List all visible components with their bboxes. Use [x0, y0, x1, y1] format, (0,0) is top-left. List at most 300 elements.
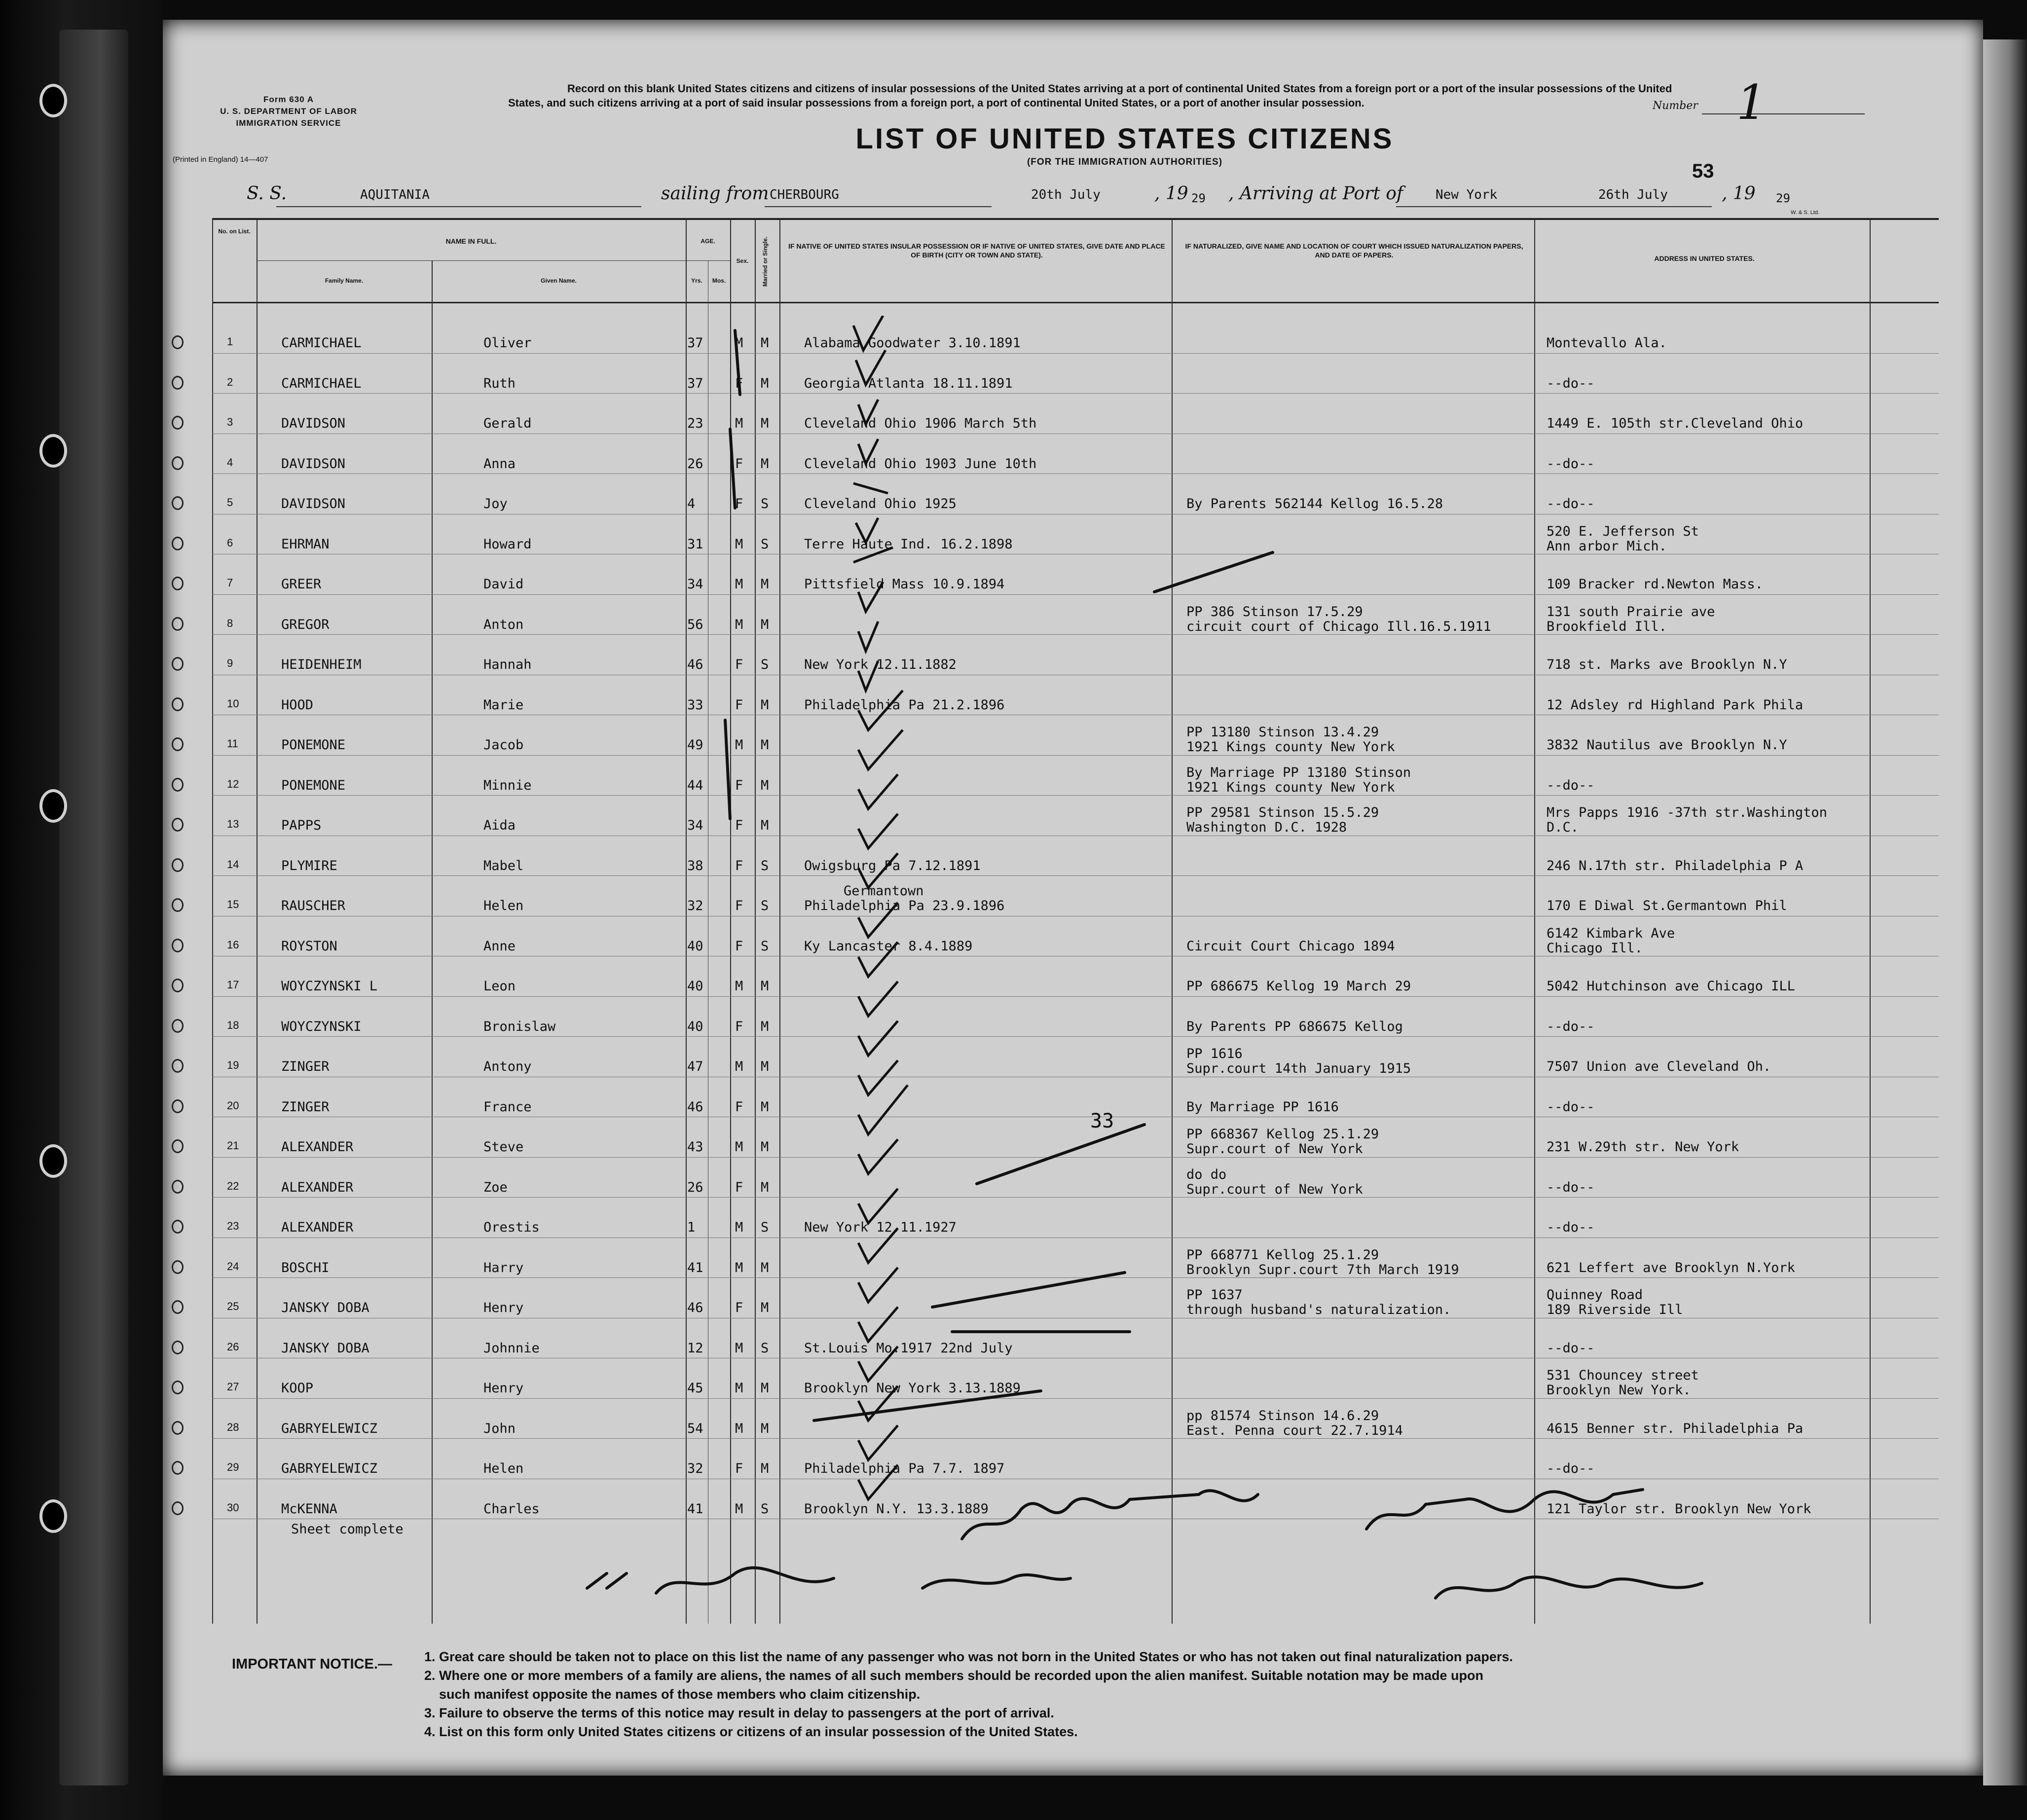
row-number: 25 [227, 1300, 239, 1312]
family-name: DAVIDSON [281, 416, 346, 431]
birth-place-date: Philadelphia Pa 21.2.1896 [804, 697, 1005, 713]
row-number: 9 [227, 657, 233, 669]
family-name: ROYSTON [281, 938, 337, 954]
col-header-no: No. on List. [218, 228, 251, 235]
family-name: PONEMONE [281, 737, 346, 753]
family-name: ALEXANDER [281, 1179, 354, 1195]
col-header-married: Married or Single. [762, 236, 769, 287]
col-header-family: Family Name. [325, 277, 364, 284]
given-name: Leon [483, 979, 516, 994]
us-address: 520 E. Jefferson St [1547, 523, 1699, 539]
sex: F [735, 456, 743, 472]
marital-status: M [761, 1461, 769, 1476]
given-name: Ruth [483, 375, 516, 391]
sex: F [735, 1461, 743, 1476]
age-years: 33 [687, 697, 703, 713]
age-years: 26 [687, 456, 703, 472]
family-name: GABRYELEWICZ [281, 1461, 378, 1476]
row-number: 13 [227, 818, 239, 830]
marital-status: M [761, 1381, 769, 1396]
naturalization: By Parents 562144 Kellog 16.5.28 [1186, 496, 1443, 511]
age-years: 56 [687, 617, 703, 632]
birth-place-date: Owigsburg Pa 7.12.1891 [804, 858, 981, 874]
marital-status: M [761, 697, 769, 713]
row-number: 29 [227, 1461, 239, 1473]
stacked-pages-edge [1983, 39, 2027, 1785]
family-name: RAUSCHER [281, 898, 346, 913]
given-name: Howard [483, 536, 532, 552]
given-name: Gerald [483, 416, 532, 431]
arriving-label: , Arriving at Port of [1228, 183, 1403, 204]
row-number: 17 [227, 979, 239, 991]
age-years: 31 [687, 536, 703, 552]
family-name: ZINGER [281, 1059, 330, 1074]
marital-status: S [761, 1220, 769, 1235]
marital-status: M [761, 456, 769, 472]
naturalization: PP 1616 [1186, 1046, 1243, 1061]
marital-status: M [761, 979, 769, 994]
given-name: Aida [483, 818, 516, 833]
family-name: PONEMONE [281, 777, 346, 793]
age-years: 32 [687, 898, 703, 913]
col-header-given: Given Name. [541, 277, 577, 284]
birth-place-date: Philadelphia Pa 23.9.1896 [804, 898, 1005, 913]
naturalization-court: Supr.court of New York [1186, 1141, 1363, 1157]
row-number: 27 [227, 1381, 239, 1393]
marital-status: S [761, 536, 769, 552]
us-address-line2: 189 Riverside Ill [1547, 1302, 1683, 1317]
notice-heading: IMPORTANT NOTICE.— [232, 1656, 392, 1672]
row-number: 6 [227, 536, 233, 549]
year2-prefix: , 19 [1722, 183, 1756, 204]
row-number: 23 [227, 1220, 239, 1232]
age-years: 46 [687, 657, 703, 672]
naturalization: pp 81574 Stinson 14.6.29 [1186, 1408, 1379, 1423]
us-address: Quinney Road [1547, 1287, 1643, 1303]
sex: M [735, 1420, 743, 1436]
age-years: 54 [687, 1420, 703, 1436]
sex: M [735, 1501, 743, 1517]
naturalization: do do [1186, 1166, 1227, 1182]
given-name: Bronislaw [483, 1019, 556, 1034]
naturalization-court: 1921 Kings county New York [1186, 779, 1395, 795]
age-years: 40 [687, 1019, 703, 1034]
row-number: 16 [227, 938, 239, 951]
family-name: EHRMAN [281, 536, 330, 552]
age-years: 41 [687, 1260, 703, 1275]
us-address: --do-- [1547, 1099, 1595, 1115]
us-address: --do-- [1547, 1220, 1595, 1235]
row-number: 5 [227, 496, 233, 509]
family-name: HOOD [281, 697, 314, 713]
us-address: --do-- [1547, 1019, 1595, 1034]
form-number: Form 630 A [263, 95, 314, 104]
family-name: BOSCHI [281, 1260, 330, 1275]
row-number: 8 [227, 617, 233, 629]
age-years: 37 [687, 335, 703, 351]
us-address-line2: D.C. [1547, 820, 1579, 835]
notice-item-1: 1. Great care should be taken not to place on this list the name of any passenger who was not born in the United States or who has not taken out final naturalization papers. [424, 1649, 1513, 1664]
age-years: 46 [687, 1300, 703, 1315]
family-name: JANSKY DOBA [281, 1340, 369, 1356]
col-header-birth: IF NATIVE OF UNITED STATES INSULAR POSSESSION OR IF NATIVE OF UNITED STATES, GIVE DATE AND PLACE OF BIRTH (CITY OR TOWN AND STATE). [788, 242, 1165, 259]
naturalization: By Marriage PP 13180 Stinson [1186, 764, 1411, 780]
marital-status: M [761, 416, 769, 431]
printer-note: W. & S. Ltd. [1791, 210, 1820, 216]
us-address: 718 st. Marks ave Brooklyn N.Y [1547, 657, 1787, 672]
arrival-port: New York [1436, 187, 1498, 202]
birth-place-date: Philadelphia Pa 7.7. 1897 [804, 1461, 1005, 1476]
notice-item-2: 2. Where one or more members of a family are aliens, the names of all such members should be recorded upon the alien manifest. Suitable notation may be made upon [424, 1668, 1484, 1683]
col-header-mos: Mos. [712, 277, 726, 284]
naturalization: PP 13180 Stinson 13.4.29 [1186, 725, 1379, 740]
col-header-yrs: Yrs. [691, 277, 702, 284]
naturalization: PP 29581 Stinson 15.5.29 [1186, 805, 1379, 820]
naturalization-court: East. Penna court 22.7.1914 [1186, 1422, 1403, 1438]
given-name: Anton [483, 617, 524, 632]
sex: M [735, 1139, 743, 1155]
marital-status: M [761, 1260, 769, 1275]
us-address: 3832 Nautilus ave Brooklyn N.Y [1547, 737, 1787, 753]
marital-status: S [761, 938, 769, 954]
us-address: --do-- [1547, 496, 1595, 511]
marital-status: S [761, 1340, 769, 1356]
sex: F [735, 1099, 743, 1115]
notice-item-4: 4. List on this form only United States citizens or citizens of an insular possession of the United States. [424, 1724, 1078, 1739]
age-years: 44 [687, 777, 703, 793]
sex: F [735, 777, 743, 793]
age-years: 4 [687, 496, 696, 511]
given-name: Helen [483, 898, 524, 913]
row-number: 19 [227, 1059, 239, 1071]
marital-status: S [761, 898, 769, 913]
us-address: 621 Leffert ave Brooklyn N.York [1547, 1260, 1795, 1275]
family-name: DAVIDSON [281, 496, 346, 511]
birth-place-note: Germantown [844, 883, 924, 899]
us-address: 109 Bracker rd.Newton Mass. [1547, 577, 1763, 592]
punch-hole [39, 434, 67, 468]
sailing-port: CHERBOURG [770, 187, 839, 202]
page-title: LIST OF UNITED STATES CITIZENS [855, 123, 1394, 155]
family-name: GREER [281, 577, 322, 592]
marital-status: S [761, 496, 769, 511]
sex: F [735, 1019, 743, 1034]
birth-place-date: New York 12.11.1927 [804, 1220, 957, 1235]
notice-item-3: 3. Failure to observe the terms of this notice may result in delay to passengers at the port of arrival. [424, 1706, 1054, 1720]
marital-status: M [761, 1099, 769, 1115]
birth-place-date: Georgia Atlanta 18.11.1891 [804, 375, 1013, 391]
handwriting-overlay [163, 20, 1983, 1776]
age-years: 26 [687, 1179, 703, 1195]
us-address: Montevallo Ala. [1547, 335, 1667, 351]
marital-status: M [761, 737, 769, 753]
naturalization: Circuit Court Chicago 1894 [1186, 938, 1395, 954]
age-years: 23 [687, 416, 703, 431]
service-label: IMMIGRATION SERVICE [236, 118, 341, 128]
given-name: Joy [483, 496, 508, 511]
sex: M [735, 1220, 743, 1235]
birth-place-date: Terre Haute Ind. 16.2.1898 [804, 536, 1013, 552]
row-number: 30 [227, 1501, 239, 1514]
list-number: 1 [1736, 75, 1767, 130]
us-address: 231 W.29th str. New York [1547, 1139, 1739, 1155]
us-address-line2: Ann arbor Mich. [1547, 538, 1667, 554]
punch-hole [39, 1499, 67, 1533]
marital-status: S [761, 1501, 769, 1517]
year2-suffix: 29 [1776, 191, 1790, 205]
given-name: Oliver [483, 335, 532, 351]
birth-place-date: Ky Lancaster 8.4.1889 [804, 938, 973, 954]
punch-hole [39, 789, 67, 823]
family-name: CARMICHAEL [281, 375, 362, 391]
marital-status: M [761, 1059, 769, 1074]
age-years: 45 [687, 1381, 703, 1396]
sex: M [735, 536, 743, 552]
marital-status: S [761, 858, 769, 874]
sailing-label: sailing from [661, 183, 769, 204]
punch-hole [39, 84, 67, 117]
intro-text: Record on this blank United States citizens and citizens of insular possessions of the United States arriving at a port of continental United States from a foreign port or a port of the insular possessions of the United States, and such citizens arriving at a port of said insular possessions from a foreign port, a port of continental United States, or a port of another insular possession. [508, 82, 1672, 109]
row-number: 14 [227, 858, 239, 871]
col-header-sex: Sex. [736, 257, 749, 264]
naturalization-court: circuit court of Chicago Ill.16.5.1911 [1186, 619, 1491, 634]
family-name: GREGOR [281, 617, 330, 632]
family-name: PLYMIRE [281, 858, 337, 874]
marital-status: M [761, 1139, 769, 1155]
given-name: Johnnie [483, 1340, 540, 1356]
us-address-line2: Brookfield Ill. [1547, 619, 1667, 634]
marital-status: M [761, 617, 769, 632]
row-number: 10 [227, 697, 239, 710]
manifest-sheet [163, 20, 1983, 1776]
marital-status: M [761, 818, 769, 833]
sex: F [735, 858, 743, 874]
given-name: Minnie [483, 777, 532, 793]
birth-place-date: New York 12.11.1882 [804, 657, 957, 672]
naturalization-court: through husband's naturalization. [1186, 1302, 1451, 1317]
given-name: Anne [483, 938, 516, 954]
ss-label: S. S. [247, 183, 287, 204]
given-name: France [483, 1099, 532, 1115]
given-name: Marie [483, 697, 524, 713]
family-name: GABRYELEWICZ [281, 1420, 378, 1436]
family-name: ALEXANDER [281, 1220, 354, 1235]
marital-status: M [761, 777, 769, 793]
year-suffix: 29 [1191, 191, 1206, 205]
row-number: 12 [227, 777, 239, 790]
age-years: 40 [687, 979, 703, 994]
sex: F [735, 1300, 743, 1315]
punch-hole [39, 1144, 67, 1178]
arrival-date: 26th July [1598, 187, 1668, 202]
department-label: U. S. DEPARTMENT OF LABOR [220, 107, 357, 116]
birth-place-date: Brooklyn N.Y. 13.3.1889 [804, 1501, 989, 1517]
printed-note: (Printed in England) 14—407 [173, 155, 268, 164]
us-address: 121 Taylor str. Brooklyn New York [1547, 1501, 1811, 1517]
age-years: 46 [687, 1099, 703, 1115]
family-name: WOYCZYNSKI L [281, 979, 378, 994]
age-years: 49 [687, 737, 703, 753]
given-name: Henry [483, 1381, 524, 1396]
sex: M [735, 617, 743, 632]
given-name: Steve [483, 1139, 524, 1155]
naturalization-court: Washington D.C. 1928 [1186, 820, 1347, 835]
row-number: 21 [227, 1139, 239, 1152]
sex: M [735, 979, 743, 994]
family-name: HEIDENHEIM [281, 657, 362, 672]
row-number: 7 [227, 577, 233, 589]
us-address: 131 south Prairie ave [1547, 604, 1715, 619]
us-address: 1449 E. 105th str.Cleveland Ohio [1547, 416, 1804, 431]
birth-place-date: Cleveland Ohio 1925 [804, 496, 957, 511]
marital-status: M [761, 577, 769, 592]
us-address: --do-- [1547, 375, 1595, 391]
sex: F [735, 697, 743, 713]
given-name: Charles [483, 1501, 540, 1517]
us-address: --do-- [1547, 456, 1595, 472]
page-edge-strip [59, 30, 128, 1785]
row-number: 4 [227, 456, 233, 469]
given-name: Zoe [483, 1179, 508, 1195]
family-name: PAPPS [281, 818, 322, 833]
given-name: David [483, 577, 524, 592]
sex: F [735, 818, 743, 833]
given-name: Henry [483, 1300, 524, 1315]
sex: M [735, 1340, 743, 1356]
given-name: Anna [483, 456, 516, 472]
row-number: 11 [227, 737, 238, 750]
stamp-number: 33 [1090, 1110, 1114, 1132]
row-number: 3 [227, 416, 233, 428]
marital-status: M [761, 375, 769, 391]
us-address: 531 Chouncey street [1547, 1368, 1699, 1383]
sex: M [735, 1260, 743, 1275]
age-years: 34 [687, 577, 703, 592]
birth-place-date: St.Louis Mo.1917 22nd July [804, 1340, 1013, 1356]
naturalization-court: 1921 Kings county New York [1186, 739, 1395, 755]
row-number: 2 [227, 375, 233, 388]
marital-status: M [761, 1019, 769, 1034]
marital-status: M [761, 335, 769, 351]
naturalization-court: Supr.court of New York [1186, 1181, 1363, 1197]
family-name: WOYCZYNSKI [281, 1019, 362, 1034]
us-address: --do-- [1547, 777, 1595, 793]
notice-item-2-cont: such manifest opposite the names of those members who claim citizenship. [439, 1687, 921, 1702]
birth-place-date: Brooklyn New York 3.13.1889 [804, 1381, 1021, 1396]
marital-status: M [761, 1179, 769, 1195]
us-address: --do-- [1547, 1340, 1595, 1356]
marital-status: M [761, 1300, 769, 1315]
naturalization: PP 668367 Kellog 25.1.29 [1186, 1127, 1379, 1142]
marital-status: S [761, 657, 769, 672]
naturalization-court: Supr.court 14th January 1915 [1186, 1061, 1411, 1076]
us-address: 170 E Diwal St.Germantown Phil [1547, 898, 1787, 913]
sex: M [735, 1059, 743, 1074]
age-years: 43 [687, 1139, 703, 1155]
age-years: 32 [687, 1461, 703, 1476]
row-number: 24 [227, 1260, 239, 1273]
birth-place-date: Alabama Goodwater 3.10.1891 [804, 335, 1021, 351]
family-name: McKENNA [281, 1501, 337, 1517]
given-name: Orestis [483, 1220, 540, 1235]
row-number: 26 [227, 1340, 239, 1353]
family-name: CARMICHAEL [281, 335, 362, 351]
given-name: John [483, 1420, 516, 1436]
row-number: 22 [227, 1179, 239, 1192]
age-years: 12 [687, 1340, 703, 1356]
age-years: 34 [687, 818, 703, 833]
naturalization-court: Brooklyn Supr.court 7th March 1919 [1186, 1262, 1459, 1277]
col-header-name: NAME IN FULL. [445, 237, 497, 245]
us-address: 246 N.17th str. Philadelphia P A [1547, 858, 1804, 874]
sex: F [735, 657, 743, 672]
sex: M [735, 577, 743, 592]
sex: F [735, 938, 743, 954]
given-name: Jacob [483, 737, 524, 753]
us-address: Mrs Papps 1916 -37th str.Washington [1547, 805, 1827, 820]
naturalization: By Parents PP 686675 Kellog [1186, 1019, 1403, 1034]
sex: F [735, 898, 743, 913]
birth-place-date: Cleveland Ohio 1903 June 10th [804, 456, 1037, 472]
family-name: ZINGER [281, 1099, 330, 1115]
age-years: 38 [687, 858, 703, 874]
us-address-line2: Chicago Ill. [1547, 940, 1643, 956]
birth-place-date: Cleveland Ohio 1906 March 5th [804, 416, 1037, 431]
age-years: 40 [687, 938, 703, 954]
col-header-naturalized: IF NATURALIZED, GIVE NAME AND LOCATION OF COURT WHICH ISSUED NATURALIZATION PAPERS, AND DATE OF PAPERS. [1185, 242, 1523, 259]
row-number: 18 [227, 1019, 239, 1031]
family-name: DAVIDSON [281, 456, 346, 472]
page-number: 53 [1692, 160, 1714, 182]
row-number: 1 [227, 335, 233, 348]
given-name: Harry [483, 1260, 524, 1275]
us-address: 12 Adsley rd Highland Park Phila [1547, 697, 1804, 713]
naturalization: By Marriage PP 1616 [1186, 1099, 1339, 1115]
us-address: 7507 Union ave Cleveland Oh. [1547, 1059, 1771, 1074]
page-subtitle: (FOR THE IMMIGRATION AUTHORITIES) [1027, 157, 1223, 167]
naturalization: PP 1637 [1186, 1287, 1243, 1303]
sex: M [735, 335, 743, 351]
us-address: --do-- [1547, 1179, 1595, 1195]
given-name: Hannah [483, 657, 532, 672]
us-address-line2: Brooklyn New York. [1547, 1383, 1691, 1398]
row-number: 15 [227, 898, 239, 910]
sheet-complete-note: Sheet complete [291, 1522, 404, 1537]
marital-status: M [761, 1420, 769, 1436]
year-prefix: , 19 [1154, 183, 1188, 204]
family-name: KOOP [281, 1381, 314, 1396]
col-header-age: AGE. [700, 238, 715, 245]
family-name: JANSKY DOBA [281, 1300, 369, 1315]
family-name: ALEXANDER [281, 1139, 354, 1155]
row-number: 28 [227, 1420, 239, 1433]
given-name: Antony [483, 1059, 532, 1074]
col-header-address: ADDRESS IN UNITED STATES. [1654, 255, 1755, 262]
number-label: Number [1653, 100, 1698, 112]
age-years: 41 [687, 1501, 703, 1517]
naturalization: PP 668771 Kellog 25.1.29 [1186, 1247, 1379, 1263]
age-years: 1 [687, 1220, 696, 1235]
depart-date: 20th July [1031, 187, 1101, 202]
us-address: 5042 Hutchinson ave Chicago ILL [1547, 979, 1795, 994]
sex: F [735, 375, 743, 391]
sex: M [735, 416, 743, 431]
naturalization: PP 686675 Kellog 19 March 29 [1186, 979, 1411, 994]
us-address: --do-- [1547, 1461, 1595, 1476]
row-number: 20 [227, 1099, 239, 1112]
age-years: 47 [687, 1059, 703, 1074]
age-years: 37 [687, 375, 703, 391]
